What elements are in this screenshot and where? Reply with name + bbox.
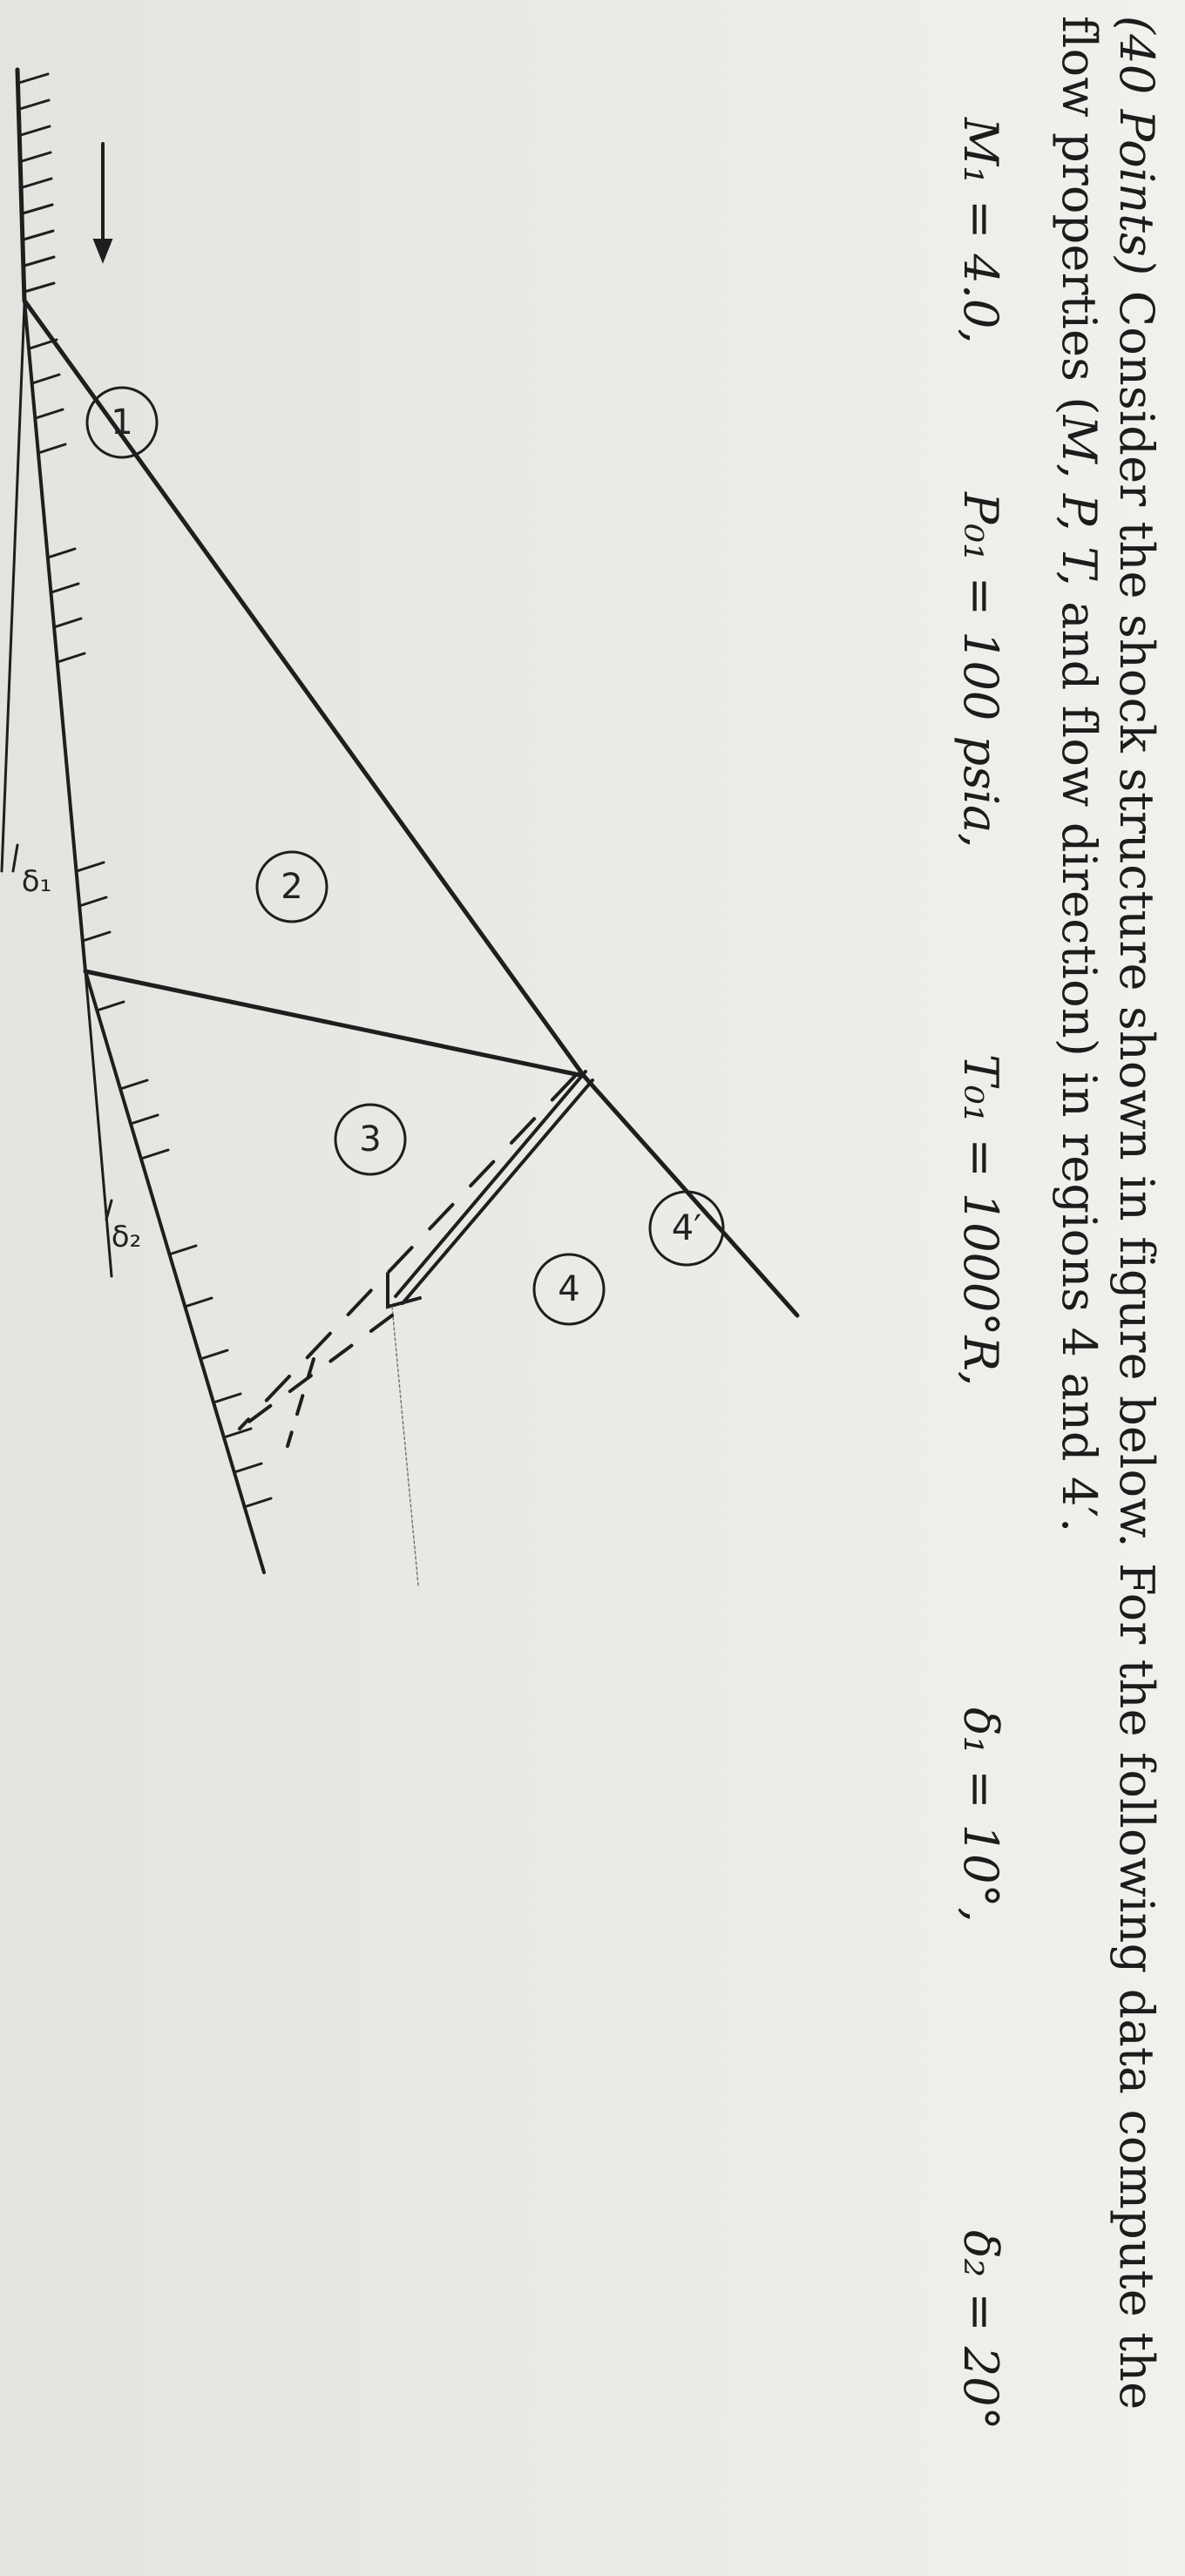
region-4-label: 4 (558, 1269, 580, 1309)
problem-vars: M, P, T, (1052, 415, 1107, 586)
given-stagnation-pressure: P₀₁ = 100 psia, (953, 492, 1008, 849)
region-2-label: 2 (281, 867, 303, 907)
transmitted-shock (584, 1076, 797, 1315)
delta1-reference-line (2, 305, 24, 871)
delta2-label: δ₂ (111, 1220, 142, 1254)
points-label: (40 Points) (1109, 16, 1164, 276)
given-delta2: δ₂ = 20° (953, 2230, 1008, 2431)
dashed-wave-2 (240, 1315, 392, 1429)
delta1-label: δ₁ (21, 864, 52, 899)
slip-line-a (396, 1072, 586, 1296)
problem-text-1: Consider the shock structure shown in figure below. For the following data compute the (1109, 290, 1164, 2410)
dashed-wave-1 (240, 1076, 575, 1429)
problem-text-2a: flow properties ( (1052, 16, 1107, 416)
dashed-wave-3 (288, 1359, 314, 1446)
given-stagnation-temperature: T₀₁ = 1000°R, (953, 1054, 1008, 1387)
region-1-label: 1 (111, 402, 133, 443)
region-3-label: 3 (359, 1119, 382, 1160)
region-4-prime-label: 4′ (671, 1208, 702, 1248)
oblique-shock-2 (85, 971, 584, 1076)
delta1-arrow (13, 845, 17, 871)
ramp1-hatching (30, 340, 110, 941)
given-mach: M₁ = 4.0, (953, 118, 1008, 344)
flow-arrow-icon (94, 240, 112, 261)
problem-text-2b: and flow direction) in regions 4 and 4′. (1052, 585, 1107, 1533)
slip-line-extension (392, 1307, 418, 1585)
given-delta1: δ₁ = 10°, (953, 1707, 1008, 1923)
ramp2-hatching (97, 1002, 271, 1507)
oblique-shock-1 (21, 301, 584, 1076)
